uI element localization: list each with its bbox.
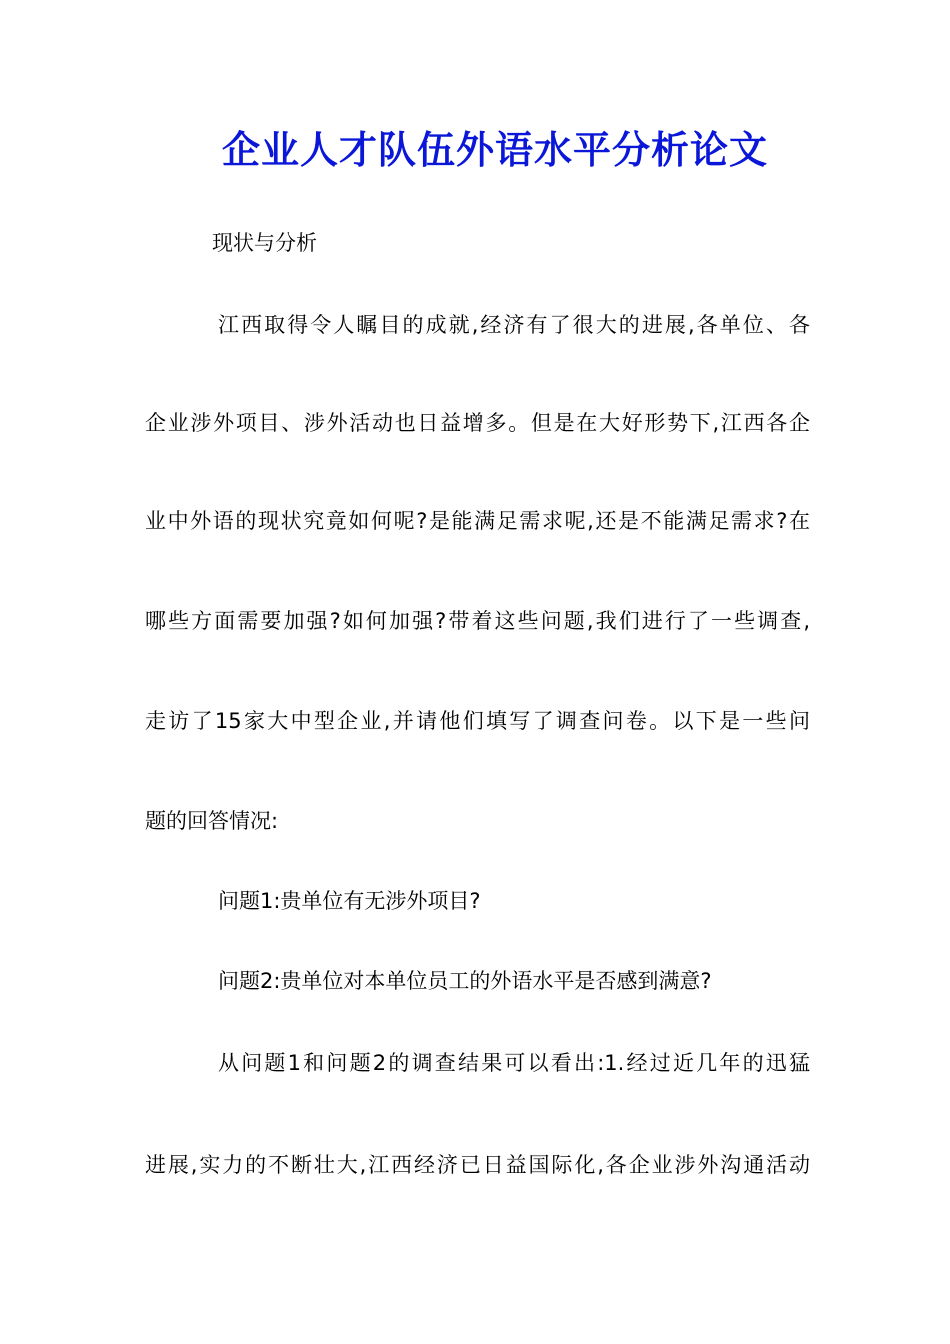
paragraph-line: 走访了15家大中型企业,并请他们填写了调查问卷。以下是一些问 <box>145 709 810 733</box>
question-line: 问题2:贵单位对本单位员工的外语水平是否感到满意? <box>218 969 712 993</box>
paragraph-line: 题的回答情况: <box>145 809 279 833</box>
paragraph-line: 江西取得令人瞩目的成就,经济有了很大的进展,各单位、各 <box>218 313 810 337</box>
document-title: 企业人才队伍外语水平分析论文 <box>221 127 768 172</box>
paragraph-line: 进展,实力的不断壮大,江西经济已日益国际化,各企业涉外沟通活动 <box>145 1153 810 1177</box>
section-heading: 现状与分析 <box>212 231 317 255</box>
paragraph-line: 企业涉外项目、涉外活动也日益增多。但是在大好形势下,江西各企 <box>145 411 810 435</box>
paragraph-line: 从问题1和问题2的调查结果可以看出:1.经过近几年的迅猛 <box>218 1051 810 1075</box>
paragraph-line: 业中外语的现状究竟如何呢?是能满足需求呢,还是不能满足需求?在 <box>145 509 810 533</box>
paragraph-line: 哪些方面需要加强?如何加强?带着这些问题,我们进行了一些调查, <box>145 609 810 633</box>
question-line: 问题1:贵单位有无涉外项目? <box>218 889 481 913</box>
